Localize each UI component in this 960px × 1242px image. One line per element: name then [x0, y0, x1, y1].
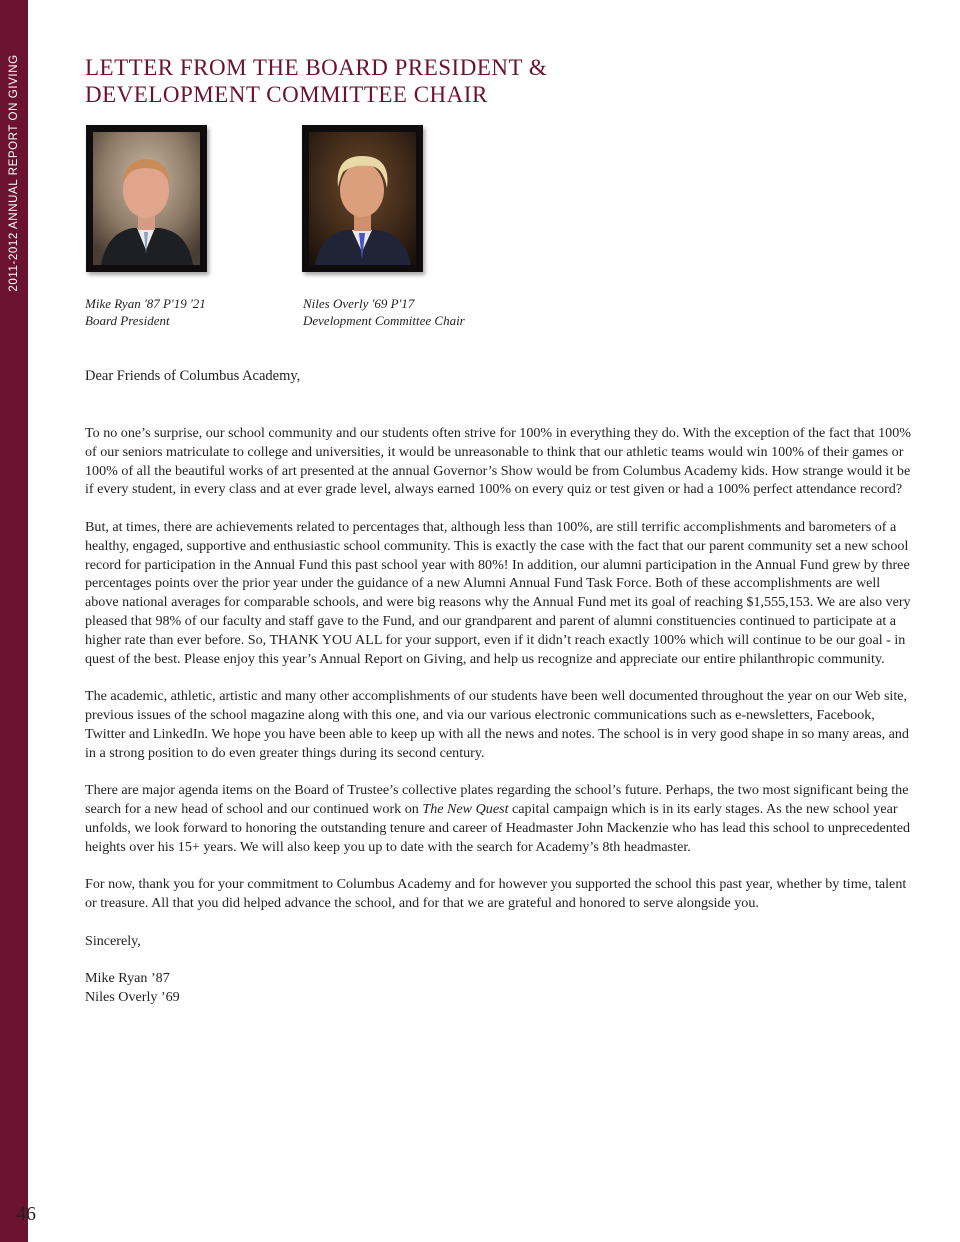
report-label: 2011-2012 ANNUAL REPORT ON GIVING — [8, 54, 20, 292]
caption-role: Board President — [85, 313, 170, 328]
portrait-photo-mike-ryan — [86, 125, 207, 272]
title-line-2: DEVELOPMENT COMMITTEE CHAIR — [85, 82, 488, 107]
portrait-photo-niles-overly — [302, 125, 423, 272]
campaign-name: The New Quest — [422, 800, 509, 817]
portrait-image — [309, 132, 416, 265]
letter-paragraph: For now, thank you for your commitment to Columbus Academy and for however you supported the school this past year, whether by time, talent or treasure. All that you did helped advance the school, and for that we are grateful and honored to serve alongside you. — [85, 876, 907, 911]
caption-name: Niles Overly '69 P'17 — [303, 296, 415, 311]
letter-paragraph: The academic, athletic, artistic and many other accomplishments of our students have been well documented throughout the year on our Web site, previous issues of the school magazine along with this one, and via our various electronic communications such as e-newsletters, Facebook, Twitter and LinkedIn. We hope you have been able to keep up with all the news and notes. The school is in very good shape in so many areas, and in a strong position to do even greater things during its second century. — [85, 688, 909, 761]
page-title — [85, 54, 547, 108]
letter-body — [85, 424, 915, 1026]
page-number: 46 — [16, 1203, 36, 1225]
caption-role: Development Committee Chair — [303, 313, 465, 328]
letter-paragraph: But, at times, there are achievements related to percentages that, although less than 100%, are still terrific accomplishments and barometers of a healthy, engaged, supportive and enthusiastic school community. This is exactly the case with the fact that our parent community set a new school record for participation in the Annual Fund this past school year with 80%! In addition, our alumni participation in the Annual Fund grew by three percentages points over the prior year under the guidance of a new Alumni Annual Fund Task Force. Both of these accomplishments are well above national averages for comparable schools, and were big reasons why the Annual Fund met its goal of reaching $1,555,153. We are also very pleased that 98% of our faculty and staff gave to the Fund, and our grandparent and parent of alumni constituencies continued to participate at a higher rate than ever before. So, THANK YOU ALL for your support, even if it didn’t reach exactly 100% which will continue to be our goal - in quest of the best. Please enjoy this year’s Annual Report on Giving, and help us recognize and appreciate our entire philanthropic community. — [85, 518, 911, 667]
signer-name: Niles Overly ’69 — [85, 988, 180, 1005]
paragraph-text: There are major agenda items on the Board of Trustee’s collective plates regarding the school’s future. Perhaps, the two most significant being the search for a new head of school and our continued work on — [85, 782, 909, 817]
caption-niles-overly — [303, 295, 465, 329]
signer-name: Mike Ryan ’87 — [85, 970, 170, 987]
caption-mike-ryan — [85, 295, 206, 329]
caption-name: Mike Ryan '87 P'19 '21 — [85, 296, 206, 311]
paragraph-text: capital campaign which is in its early stages. As the new school year unfolds, we look forward to honoring the outstanding tenure and career of Headmaster John Mackenzie who has lead this school to unprecedented heights over his 15+ years. We will also keep you up to date with the search for Academy’s 8th headmaster. — [85, 800, 911, 855]
letter-salutation: Dear Friends of Columbus Academy, — [85, 368, 301, 384]
title-line-1: LETTER FROM THE BOARD PRESIDENT & — [85, 55, 548, 80]
letter-signatures — [85, 969, 915, 1007]
portrait-image — [93, 132, 200, 265]
letter-closing: Sincerely, — [85, 932, 141, 949]
letter-paragraph: To no one’s surprise, our school community and our students often strive for 100% in everything they do. With the exception of the fact that 100% of our seniors matriculate to college and universities, it would be unreasonable to think that our athletic teams would win 100% of their games or 100% of all the beautiful works of art presented at the annual Governor’s Show would be from Columbus Academy kids. How strange would it be if every student, in every class and at ever grade level, always earned 100% on every quiz or test given or had a 100% perfect attendance record? — [85, 425, 912, 498]
letter-paragraph — [85, 781, 915, 856]
